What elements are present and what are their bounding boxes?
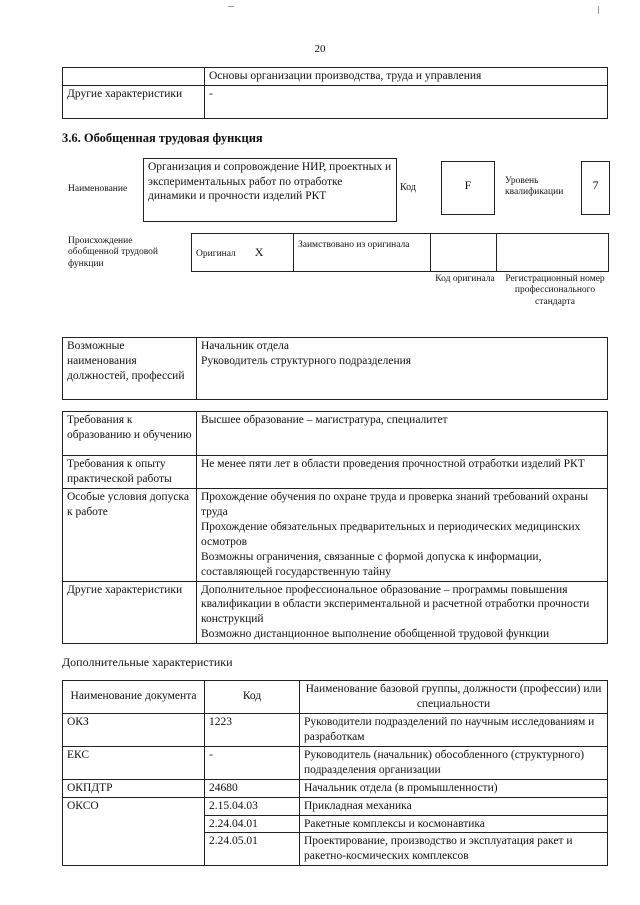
req-experience-label: Требования к опыту практической работы	[63, 456, 197, 489]
additional-table	[62, 680, 608, 866]
origin-regnum-caption: Регистрационный номер профессионального стандарта	[505, 274, 605, 307]
req-education-value	[197, 412, 608, 456]
row-name: Ракетные комплексы и космонавтика	[300, 815, 608, 833]
requirements-table	[62, 411, 608, 644]
row-name: Руководитель (начальник) обособленного (структурного) подразделения организации	[300, 746, 608, 779]
scan-mark	[598, 6, 599, 14]
req-admission-item: Прохождение обязательных предварительных и периодических медицинских осмотров	[201, 520, 581, 548]
origin-code-cell	[431, 234, 497, 272]
req-education-label: Требования к образованию и обучению	[63, 412, 197, 456]
req-admission-value	[197, 488, 608, 581]
row-doc: ОКЗ	[63, 713, 205, 746]
gtf-code-value: F	[464, 178, 472, 192]
gtf-name-label: Наименование	[68, 184, 128, 194]
scan-mark	[228, 6, 234, 7]
origin-label: Происхождение обобщенной трудовой функции	[68, 236, 158, 269]
req-admission-item: Возможны ограничения, связанные с формой допуска к информации, составляющей государственную тайну	[201, 550, 542, 578]
additional-title: Дополнительные характеристики	[62, 655, 233, 669]
positions-table	[62, 337, 608, 400]
top-table-row1-value: Основы организации производства, труда и управления	[205, 68, 608, 86]
gtf-level-value: 7	[592, 178, 599, 192]
positions-values	[197, 338, 608, 400]
row-name: Проектирование, производство и эксплуатация ракет и ракетно-космических комплексов	[300, 833, 608, 866]
page-number: 20	[314, 43, 326, 55]
req-other-item: Возможно дистанционное выполнение обобщенной трудовой функции	[201, 628, 550, 641]
row-code: 2.24.05.01	[205, 833, 300, 866]
req-education-item: Высшее образование – магистратура, специалитет	[201, 414, 448, 426]
table-row	[63, 797, 608, 815]
gtf-name-box: Организация и сопровождение НИР, проектных и экспериментальных работ по отработке динамики и прочности изделий РКТ	[143, 158, 397, 222]
row-code: 2.15.04.03	[205, 797, 300, 815]
origin-table	[191, 233, 609, 272]
req-other-label: Другие характеристики	[63, 581, 197, 644]
row-code: -	[205, 746, 300, 779]
req-admission-item: Прохождение обучения по охране труда и проверка знаний требований охраны труда	[201, 490, 589, 518]
top-table-row2-value: -	[205, 85, 608, 118]
req-other-value	[197, 581, 608, 644]
origin-borrowed-label: Заимствовано из оригинала	[298, 240, 410, 250]
additional-header-code: Код	[205, 681, 300, 714]
row-doc: ОКПДТР	[63, 779, 205, 797]
position-item: Начальник отдела	[201, 340, 289, 352]
row-name: Начальник отдела (в промышленности)	[300, 779, 608, 797]
gtf-level-box	[581, 161, 610, 215]
row-doc: ЕКС	[63, 746, 205, 779]
origin-original-label: Оригинал	[196, 248, 236, 259]
row-name: Прикладная механика	[300, 797, 608, 815]
table-row	[63, 833, 608, 866]
row-code: 24680	[205, 779, 300, 797]
gtf-code-box	[441, 161, 495, 215]
top-table-empty-cell	[63, 68, 205, 86]
row-name: Руководители подразделений по научным исследованиям и разработкам	[300, 713, 608, 746]
position-item: Руководитель структурного подразделения	[201, 354, 412, 367]
origin-regnum-cell	[497, 234, 609, 272]
origin-original-cell	[192, 234, 294, 272]
row-doc	[63, 833, 205, 866]
table-row	[63, 746, 608, 779]
req-experience-value	[197, 456, 608, 489]
additional-header-name: Наименование базовой группы, должности (профессии) или специальности	[300, 681, 608, 714]
top-table-row2-label: Другие характеристики	[63, 85, 205, 118]
req-other-item: Дополнительное профессиональное образование – программы повышения квалификации в области экспериментальной и расчетной отработки прочности конструкций	[201, 583, 590, 626]
section-title: 3.6. Обобщенная трудовая функция	[62, 131, 263, 145]
top-table	[62, 67, 608, 119]
req-experience-item: Не менее пяти лет в области проведения прочностной отработки изделий РКТ	[201, 458, 585, 470]
gtf-code-label: Код	[400, 182, 416, 193]
req-admission-label: Особые условия допуска к работе	[63, 488, 197, 581]
origin-borrowed-cell	[294, 234, 431, 272]
row-code: 1223	[205, 713, 300, 746]
origin-original-mark: X	[254, 244, 264, 259]
row-code: 2.24.04.01	[205, 815, 300, 833]
row-doc	[63, 815, 205, 833]
gtf-level-label: Уровень квалификации	[505, 176, 564, 198]
table-row	[63, 779, 608, 797]
additional-header-doc: Наименование документа	[63, 681, 205, 714]
origin-code-caption: Код оригинала	[435, 274, 495, 284]
positions-label: Возможные наименования должностей, профессий	[63, 338, 197, 400]
row-doc: ОКСО	[63, 797, 205, 815]
table-row	[63, 713, 608, 746]
table-row	[63, 815, 608, 833]
